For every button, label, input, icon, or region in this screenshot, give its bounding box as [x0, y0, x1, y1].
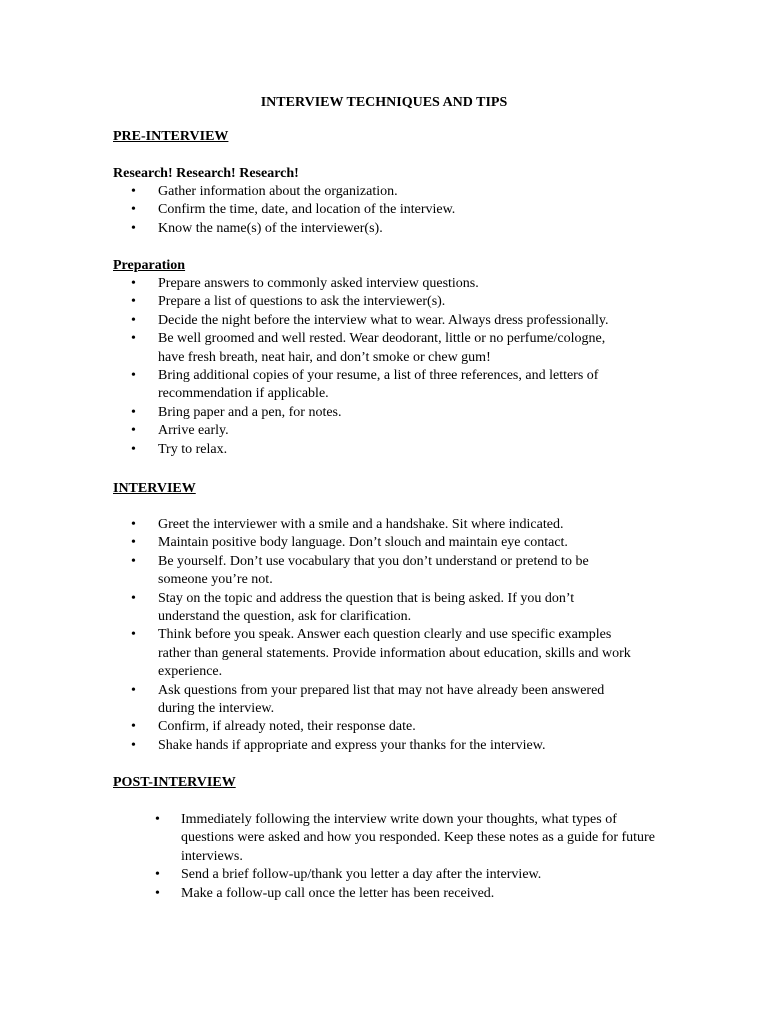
list-item	[113, 553, 633, 590]
bullet-icon: •	[131, 368, 136, 384]
list-item-text: Make a follow-up call once the letter has been received.	[181, 885, 495, 901]
list-item	[113, 293, 633, 311]
preparation-heading: Preparation	[113, 258, 186, 273]
list-item-text: Stay on the topic and address the question that is being asked. If you don’t understand the question, ask for clarification.	[158, 590, 575, 625]
list-item	[113, 183, 633, 201]
list-item-text: Be yourself. Don’t use vocabulary that you don’t understand or pretend to be someone you’re not.	[158, 553, 589, 588]
list-item-text: Greet the interviewer with a smile and a handshake. Sit where indicated.	[158, 517, 564, 532]
list-item	[113, 590, 633, 627]
pre-interview-heading: PRE-INTERVIEW	[113, 129, 229, 144]
bullet-icon: •	[131, 220, 136, 236]
bullet-icon: •	[131, 184, 136, 199]
list-item	[113, 201, 633, 219]
list-item-text: Know the name(s) of the interviewer(s).	[158, 220, 383, 236]
list-item-text: Bring additional copies of your resume, a list of three references, and letters of recommendation if applicable.	[158, 368, 599, 402]
bullet-icon: •	[131, 441, 136, 457]
bullet-icon: •	[131, 535, 136, 551]
bullet-icon: •	[131, 627, 136, 643]
bullet-icon: •	[155, 885, 160, 901]
list-item	[113, 312, 633, 330]
bullet-icon: •	[131, 719, 136, 735]
list-item-text: Decide the night before the interview what to wear. Always dress professionally.	[158, 312, 609, 328]
list-item	[113, 404, 633, 422]
list-item-text: Gather information about the organization.	[158, 184, 398, 199]
research-list	[113, 183, 633, 238]
list-item	[113, 811, 658, 866]
bullet-icon: •	[131, 276, 136, 291]
list-item-text: Immediately following the interview write down your thoughts, what types of questions were asked and how you responded. Keep these notes as a guide for future interviews.	[181, 812, 655, 864]
bullet-icon: •	[131, 294, 136, 310]
bullet-icon: •	[131, 737, 136, 753]
list-item-text: Confirm the time, date, and location of the interview.	[158, 202, 456, 218]
bullet-icon: •	[131, 202, 136, 218]
list-item	[113, 516, 633, 534]
bullet-icon: •	[155, 867, 160, 883]
list-item-text: Ask questions from your prepared list that may not have already been answered during the interview.	[158, 682, 605, 717]
interview-list	[113, 516, 633, 755]
bullet-icon: •	[131, 312, 136, 328]
list-item	[113, 718, 633, 736]
list-item-text: Prepare answers to commonly asked interview questions.	[158, 276, 479, 291]
list-item-text: Think before you speak. Answer each question clearly and use specific examples rather than general statements. Provide information about education, skills and work experience.	[158, 627, 631, 680]
list-item	[113, 866, 658, 884]
preparation-list	[113, 275, 633, 459]
list-item	[113, 534, 633, 552]
interview-heading: INTERVIEW	[113, 481, 196, 496]
list-item	[113, 885, 658, 903]
bullet-icon: •	[155, 812, 160, 827]
list-item	[113, 220, 633, 238]
bullet-icon: •	[131, 331, 136, 347]
list-item	[113, 422, 633, 440]
list-item-text: Prepare a list of questions to ask the interviewer(s).	[158, 294, 446, 310]
list-item	[113, 275, 633, 293]
list-item	[113, 441, 633, 459]
list-item-text: Shake hands if appropriate and express your thanks for the interview.	[158, 737, 546, 753]
list-item-text: Confirm, if already noted, their response date.	[158, 719, 416, 735]
bullet-icon: •	[131, 404, 136, 420]
list-item-text: Maintain positive body language. Don’t slouch and maintain eye contact.	[158, 535, 568, 551]
list-item	[113, 330, 633, 367]
bullet-icon: •	[131, 590, 136, 606]
bullet-icon: •	[131, 682, 136, 698]
list-item	[113, 682, 633, 719]
research-heading: Research! Research! Research!	[113, 166, 299, 181]
post-interview-list	[113, 811, 658, 903]
bullet-icon: •	[131, 423, 136, 439]
document-title: INTERVIEW TECHNIQUES AND TIPS	[260, 95, 508, 110]
list-item-text: Send a brief follow-up/thank you letter a day after the interview.	[181, 867, 542, 883]
list-item-text: Be well groomed and well rested. Wear deodorant, little or no perfume/cologne, have fresh breath, neat hair, and don’t smoke or chew gum!	[158, 331, 606, 365]
list-item	[113, 367, 633, 404]
list-item-text: Try to relax.	[158, 441, 228, 457]
bullet-icon: •	[131, 553, 136, 569]
list-item-text: Bring paper and a pen, for notes.	[158, 404, 342, 420]
post-interview-heading: POST-INTERVIEW	[113, 775, 236, 790]
list-item-text: Arrive early.	[158, 423, 229, 439]
bullet-icon: •	[131, 517, 136, 532]
list-item	[113, 626, 633, 681]
list-item	[113, 737, 633, 755]
